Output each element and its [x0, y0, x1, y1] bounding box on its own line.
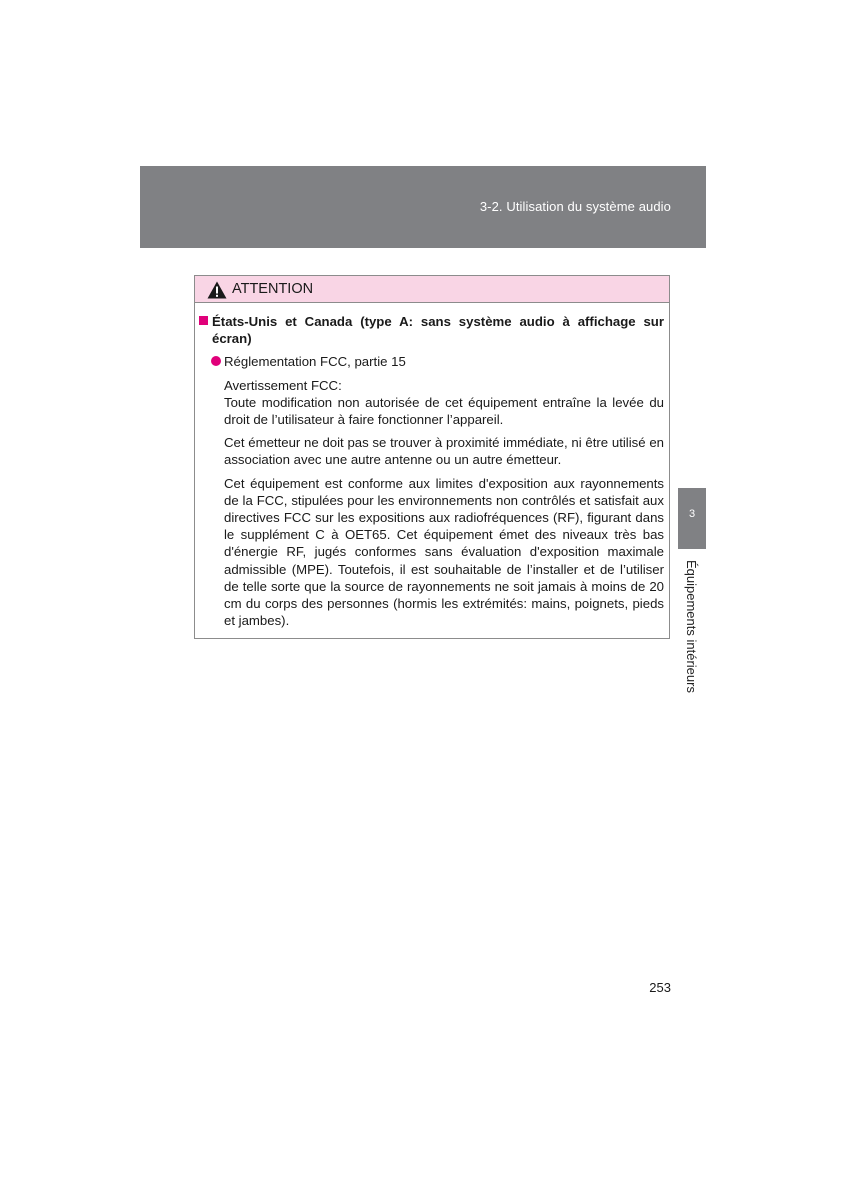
sub-heading-text: Réglementation FCC, partie 15	[224, 354, 406, 370]
notice-label: Avertissement FCC:	[224, 377, 342, 393]
warning-box	[194, 275, 670, 639]
paragraph-transmitter: Cet émetteur ne doit pas se trouver à proximité immédiate, ni être utilisé en association avec une autre antenne ou un autre émetteur.	[224, 435, 664, 468]
square-bullet-icon	[199, 316, 208, 325]
sub-heading	[195, 353, 664, 370]
warning-triangle-icon	[207, 281, 227, 299]
warning-title: ATTENTION	[232, 281, 314, 297]
section-heading-text: États-Unis et Canada (type A: sans système audio à affichage sur écran)	[212, 314, 664, 347]
section-title: 3-2. Utilisation du système audio	[479, 199, 671, 214]
chapter-number: 3	[688, 508, 696, 520]
section-heading	[195, 313, 664, 347]
paragraph-exposure: Cet équipement est conforme aux limites d'exposition aux rayonnements de la FCC, stipulées pour les environnements non contrôlés et satisfait aux directives FCC sur les expositions aux radiofréquences (RF), figurant dans le supplément C à OET65. Cet équipement émet des niveaux très bas d'énergie RF, jugés conformes sans évaluation d'exposition maximale admissible (MPE). Toutefois, il est souhaitable de l’installer et de l’utiliser de telle sorte que la source de rayonnements ne soit jamais à moins de 20 cm du corps des personnes (hormis les extrémités: mains, poignets, pieds et jambes).	[224, 475, 664, 629]
notice-block	[195, 377, 664, 429]
chapter-tab	[678, 488, 706, 549]
page-number: 253	[649, 980, 671, 995]
warning-header	[195, 276, 669, 303]
paragraph-modification: Toute modification non autorisée de cet équipement entraîne la levée du droit de l’utilisateur à faire fonctionner l’appareil.	[224, 394, 664, 428]
chapter-label: Équipements intérieurs	[684, 560, 699, 693]
circle-bullet-icon	[211, 356, 221, 366]
section-header-band	[140, 166, 706, 248]
warning-body	[195, 303, 669, 629]
